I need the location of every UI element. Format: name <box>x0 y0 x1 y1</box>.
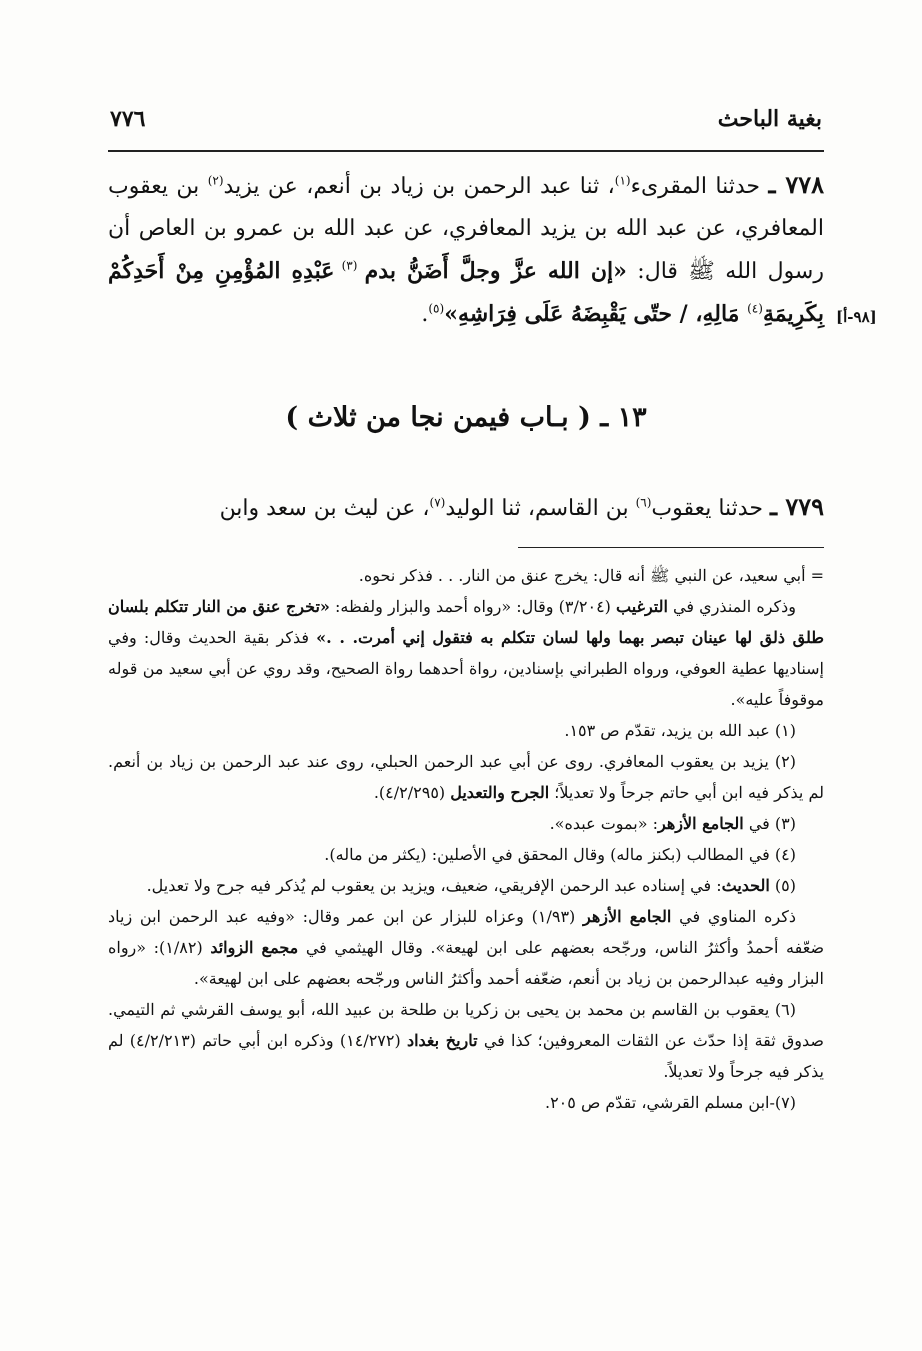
footnote-divider <box>518 547 824 548</box>
footnote-5-cont: ذكره المناوي في الجامع الأزهر (١/٩٣) وعزاه للبزار عن ابن عمر وقال: «وفيه عبد الرحمن ابن زياد ضعّفه أحمدُ وأكثرُ الناس، ورجّحه بعضهم على ابن لهيعة». وقال الهيثمي في مجمع الزوائد (١/٨٢): «رواه البزار وفيه عبدالرحمن بن زياد بن أنعم، ضعّفه أحمد وأكثرُ الناس ورجّحه بعضهم على ابن لهيعة». <box>108 907 825 988</box>
footnote-ref: (٢) <box>207 173 224 188</box>
prophetic-quote: عَبْدِهِ المُؤْمِنِ مِنْ أَحَدِكُمْ بِكَرِيمَةِ <box>108 258 824 327</box>
hadith-text: بن يعقوب المعافري، عن عبد الله بن يزيد المعافري، عن عبد الله بن عمرو بن العاص أن رسول الله ﷺ قال: <box>108 174 824 284</box>
footnote-4: (٤) في المطالب (بكنز ماله) وقال المحقق في الأصلين: (يكثر من ماله). <box>324 845 796 864</box>
footnote-ref: (١) <box>614 173 631 188</box>
footnote-7: (٧)-ابن مسلم القرشي، تقدّم ص ٢٠٥. <box>544 1093 796 1112</box>
footnote-3: (٣) في الجامع الأزهر: «بموت عبده». <box>549 814 796 833</box>
hadith-text: حدثنا يعقوب <box>651 496 770 521</box>
hadith-text: بن القاسم، ثنا الوليد <box>445 496 636 521</box>
header-divider <box>108 150 824 152</box>
hadith-text: ، عن ليث بن سعد وابن <box>219 496 430 521</box>
hadith-778 <box>108 164 824 336</box>
footnote-ref: (٧) <box>429 495 446 510</box>
footnote-ref: (٦) <box>635 495 652 510</box>
footnote-6: (٦) يعقوب بن القاسم بن محمد بن يحيى بن زكريا بن طلحة بن عبيد الله، أبو يوسف القرشي ثم التيمي. صدوق ثقة إذا حدّث عن الثقات المعروفين؛ كذا في تاريخ بغداد (١٤/٢٧٢) وذكره ابن أبي حاتم (٤/٢/٢١٣) لم يذكر فيه جرحاً ولا تعديلاً. <box>108 1000 825 1081</box>
footnote-ref: (٣) <box>334 258 365 273</box>
manuscript-folio-marker: [٩٨-أ] <box>836 308 877 326</box>
footnote-ref: (٥) <box>428 301 445 316</box>
chapter-heading: ١٣ ـ ( بـاب فيمن نجا من ثلاث ) <box>285 402 647 433</box>
hadith-number: ٧٧٨ ـ <box>768 170 824 199</box>
footnotes-section <box>108 560 824 1118</box>
prophetic-quote: مَالِهِ، / حتّى يَقْبِضَهُ عَلَى فِرَاشِهِ» <box>444 301 748 327</box>
footnote-2: (٢) يزيد بن يعقوب المعافري. روى عن أبي عبد الرحمن الحبلي، روى عند عبد الرحمن بن زياد بن أنعم. لم يذكر فيه ابن أبي حاتم جرحاً ولا تعديلاً؛ الجرح والتعديل (٤/٢/٢٩٥). <box>108 752 824 802</box>
footnote-continuation: = أبي سعيد، عن النبي ﷺ أنه قال: يخرج عنق من النار. . . فذكر نحوه. <box>358 566 824 585</box>
hadith-text: . <box>421 302 429 327</box>
hadith-number: ٧٧٩ ـ <box>769 492 824 521</box>
hadith-779 <box>108 486 824 530</box>
prophetic-quote: «إن الله عزَّ وجلَّ أَضَنُّ بدم <box>364 258 627 284</box>
page-number: ٧٧٦ <box>110 106 146 132</box>
hadith-text: حدثنا المقرىء <box>630 174 769 199</box>
footnote-ref: (٤) <box>747 301 763 316</box>
book-title: بغية الباحث <box>717 106 822 132</box>
hadith-text: ، ثنا عبد الرحمن بن زياد بن أنعم، عن يزيد <box>223 174 615 199</box>
footnote-1: (١) عبد الله بن يزيد، تقدّم ص ١٥٣. <box>564 721 796 740</box>
running-header <box>110 102 822 136</box>
footnote-5: (٥) الحديث: في إسناده عبد الرحمن الإفريقي، ضعيف، ويزيد بن يعقوب لم يُذكر فيه جرح ولا تعديل. <box>146 876 796 895</box>
footnote-continuation: وذكره المنذري في الترغيب (٣/٢٠٤) وقال: «رواه أحمد والبزار ولفظه: «تخرج عنق من النار تتكلم بلسان طلق ذلق لها عينان تبصر بهما ولها لسان تتكلم به فتقول إني أمرت. . .» فذكر بقية الحديث وقال: وفي إسناديها عطية العوفي، ورواه الطبراني بإسنادين، رواة أحدهما رواة الصحيح، وقد روي عن أبي سعيد من قوله موقوفاً عليه». <box>108 597 825 709</box>
